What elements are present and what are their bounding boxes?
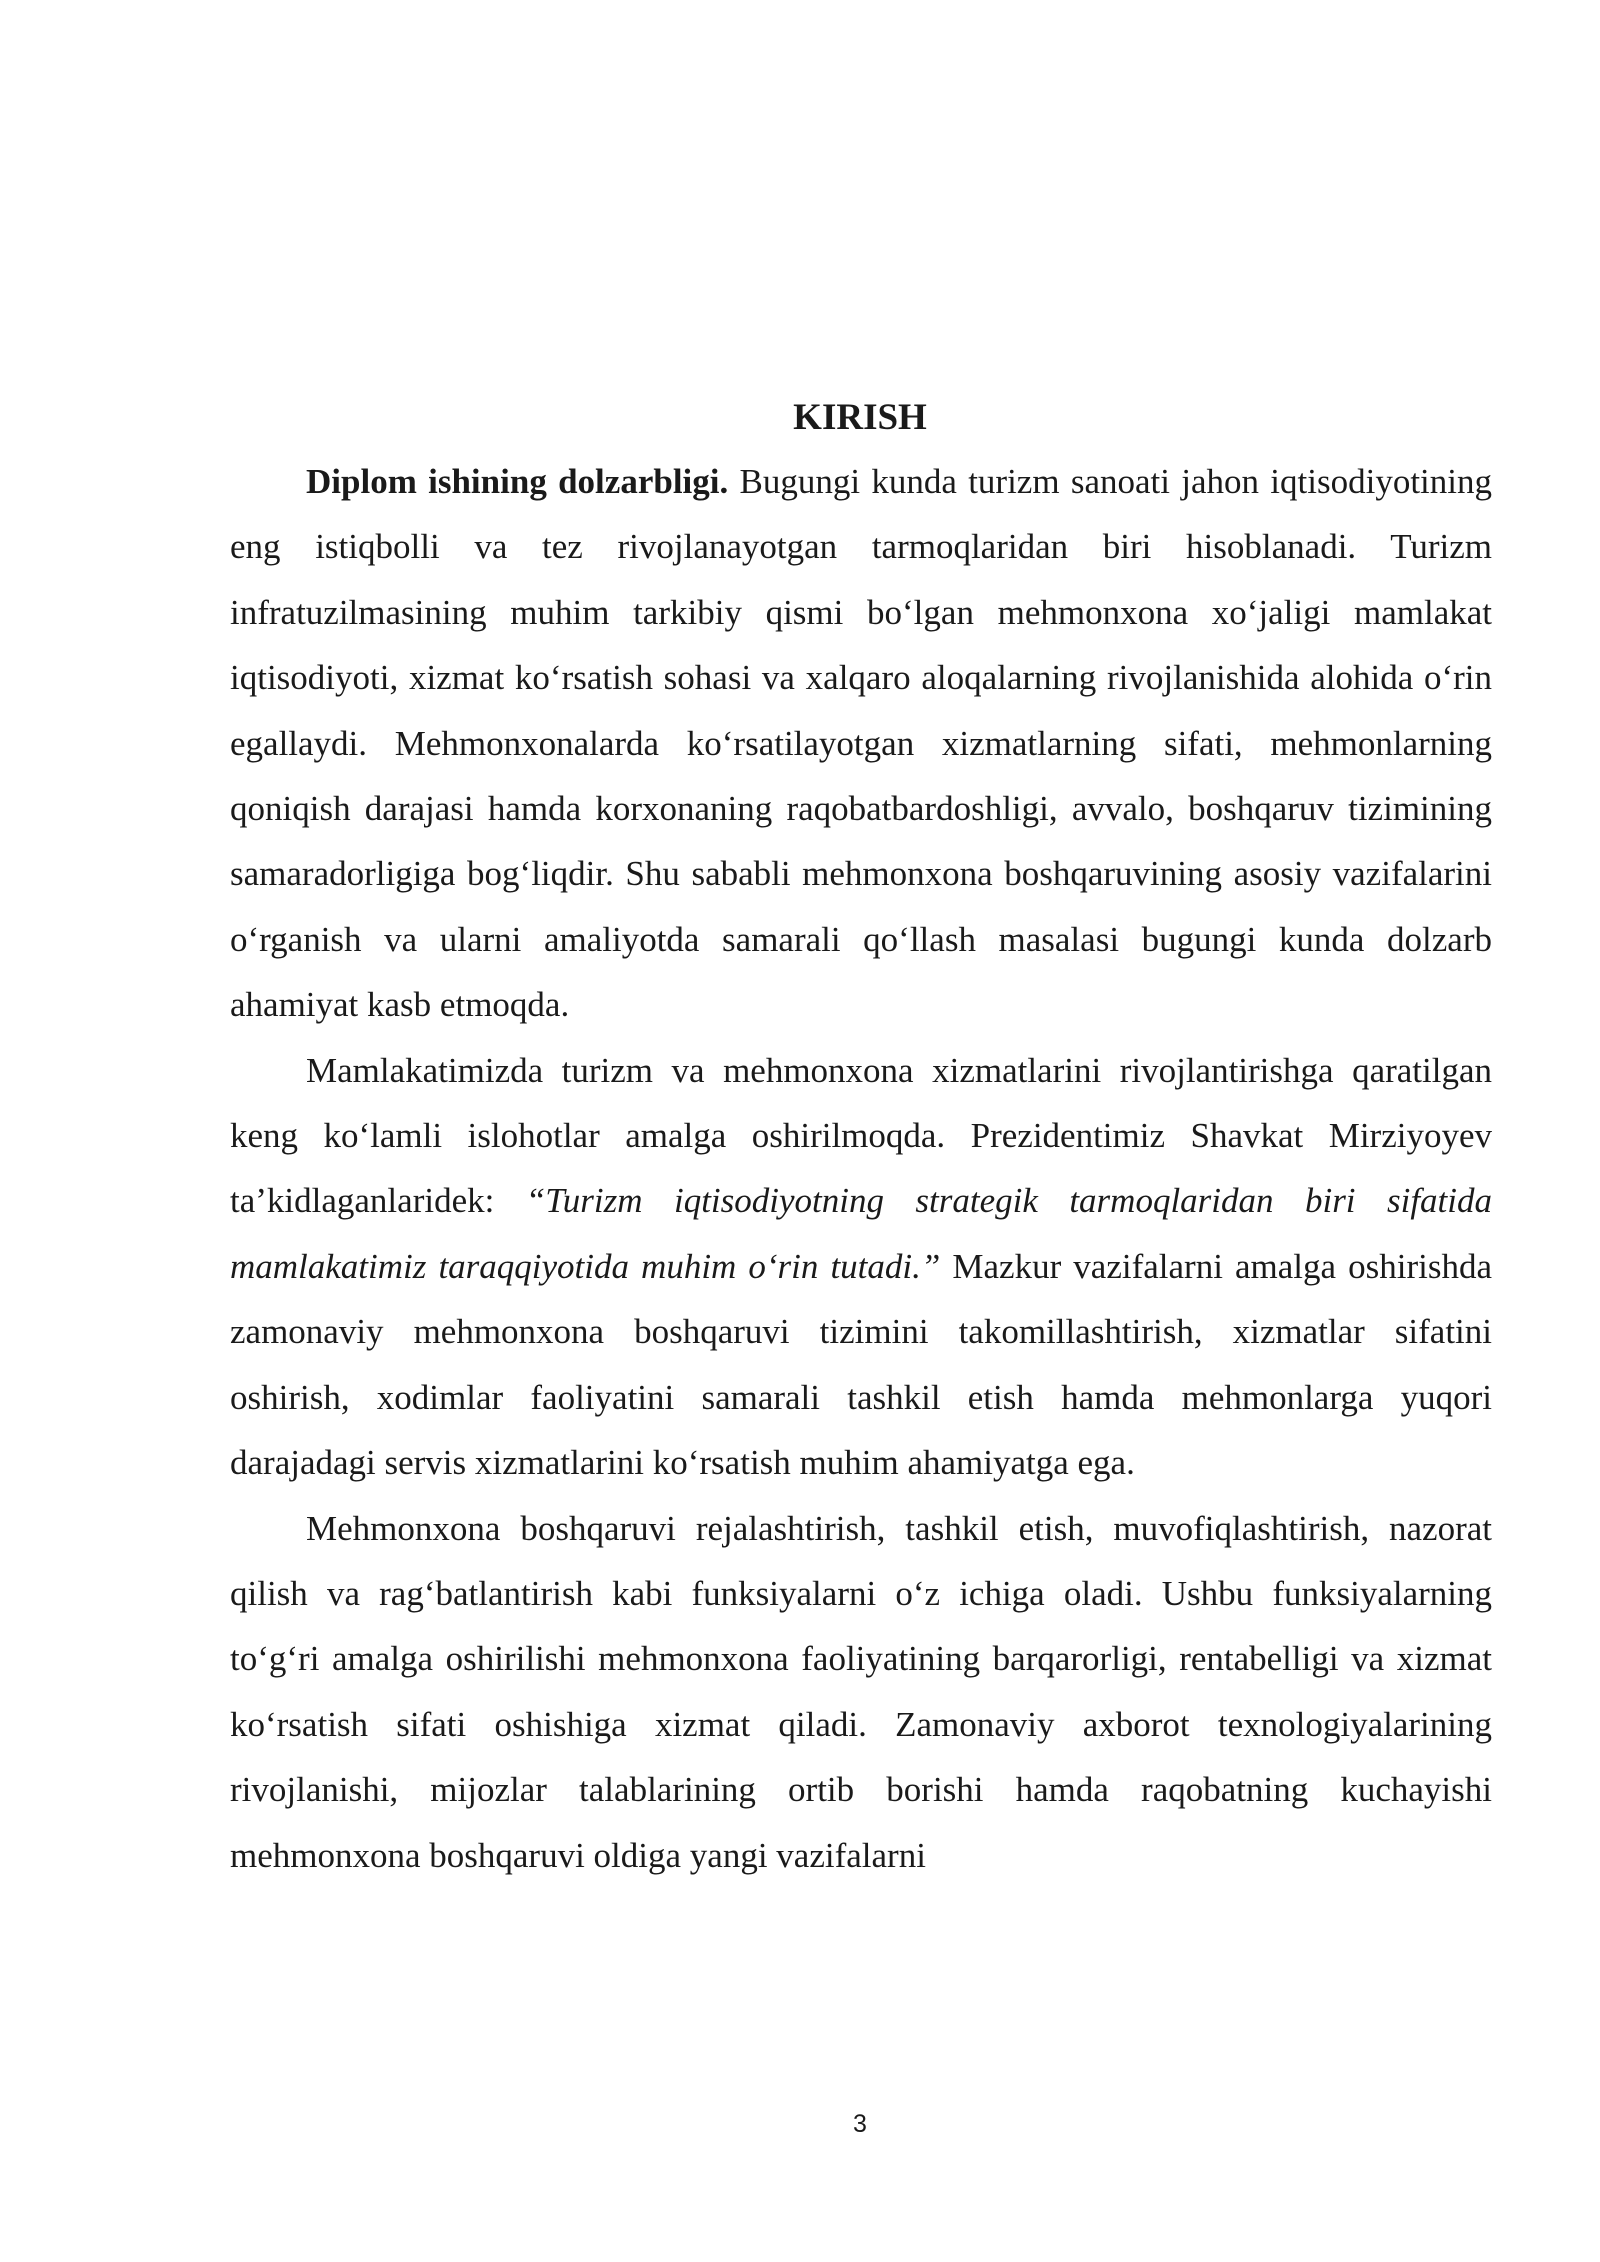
page-number: 3 <box>853 2110 867 2138</box>
paragraph-text-before-quote: Mamlakatimizda turizm va mehmonxona xizmatlarini rivojlantirishga qaratilgan keng ko‘lamli islohotlar amalga oshirilmoqda. Prezidentimiz Shavkat Mirziyoyev ta’kidlaganlaridek: <box>230 1050 1492 1221</box>
paragraph-text: Bugungi kunda turizm sanoati jahon iqtisodiyotining eng istiqbolli va tez rivojlanayotgan tarmoqlaridan biri hisoblanadi. Turizm infratuzilmasining muhim tarkibiy qismi bo‘lgan mehmonxona xo‘jaligi mamlakat iqtisodiyoti, xizmat ko‘rsatish sohasi va xalqaro aloqalarning rivojlanishida alohida o‘rin egallaydi. Mehmonxonalarda ko‘rsatilayotgan xizmatlarning sifati, mehmonlarning qoniqish darajasi hamda korxonaning raqobatbardoshligi, avvalo, boshqaruv tizimining samaradorligiga bog‘liqdir. Shu sababli mehmonxona boshqaruvining asosiy vazifalarini o‘rganish va ularni amaliyotda samarali qo‘llash masalasi bugungi kunda dolzarb ahamiyat kasb etmoqda. <box>230 462 1492 1025</box>
paragraph-relevance <box>230 449 1492 1038</box>
paragraph-management-functions <box>230 1496 1492 1888</box>
body-text <box>230 449 1492 1888</box>
paragraph-lead: Diplom ishining dolzarbligi. <box>306 462 729 501</box>
section-heading: KIRISH <box>793 397 927 438</box>
paragraph-text: Mehmonxona boshqaruvi rejalashtirish, tashkil etish, muvofiqlashtirish, nazorat qilish va rag‘batlantirish kabi funksiyalarni o‘z ichiga oladi. Ushbu funksiyalarning to‘g‘ri amalga oshirilishi mehmonxona faoliyatining barqarorligi, rentabelligi va xizmat ko‘rsatish sifati oshishiga xizmat qiladi. Zamonaviy axborot texnologiyalarining rivojlanishi, mijozlar talablarining ortib borishi hamda raqobatning kuchayishi mehmonxona boshqaruvi oldiga yangi vazifalarni <box>230 1508 1492 1875</box>
paragraph-reforms <box>230 1038 1492 1496</box>
paragraph-text-after-quote: Mazkur vazifalarni amalga oshirishda zamonaviy mehmonxona boshqaruvi tizimini takomillashtirish, xizmatlar sifatini oshirish, xodimlar faoliyatini samarali tashkil etish hamda mehmonlarga yuqori darajadagi servis xizmatlarini ko‘rsatish muhim ahamiyatga ega. <box>230 1246 1492 1483</box>
president-quote: “Turizm iqtisodiyotning strategik tarmoqlaridan biri sifatida mamlakatimiz taraqqiyotida muhim o‘rin tutadi.” <box>230 1181 1492 1286</box>
